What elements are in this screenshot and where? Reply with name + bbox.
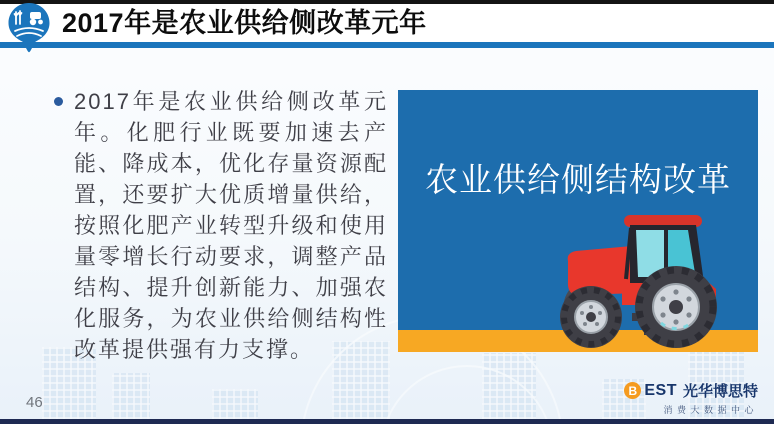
page-number: 46 xyxy=(26,394,43,411)
bullet-item xyxy=(52,86,388,365)
bullet-dot xyxy=(54,97,63,106)
agriculture-pin-icon xyxy=(7,2,51,58)
best-logo-icon: B xyxy=(624,382,641,399)
logo-company-name: 光华博思特 xyxy=(682,383,758,400)
building-shape xyxy=(112,373,150,419)
card-title: 农业供给侧结构改革 xyxy=(425,161,731,198)
brand-logo xyxy=(624,380,758,416)
logo-subtitle: 消费大数据中心 xyxy=(663,405,758,415)
logo-est-text: EST xyxy=(644,381,677,399)
building-shape xyxy=(212,389,258,419)
tractor-icon xyxy=(560,214,718,350)
page-title: 2017年是农业供给侧改革元年 xyxy=(62,8,427,38)
header xyxy=(0,4,774,42)
info-card xyxy=(398,90,758,352)
header-accent-line xyxy=(0,42,774,48)
body-text: 2017年是农业供给侧改革元年。化肥行业既要加速去产能、降成本，优化存量资源配置，还要扩大优质增量供给，按照化肥产业转型升级和使用量零增长行动要求，调整产品结构、提升创新能力、加强农化服务，为农业供给侧结构性改革提供强有力支撑。 xyxy=(74,89,388,362)
bottom-bar xyxy=(0,419,774,424)
